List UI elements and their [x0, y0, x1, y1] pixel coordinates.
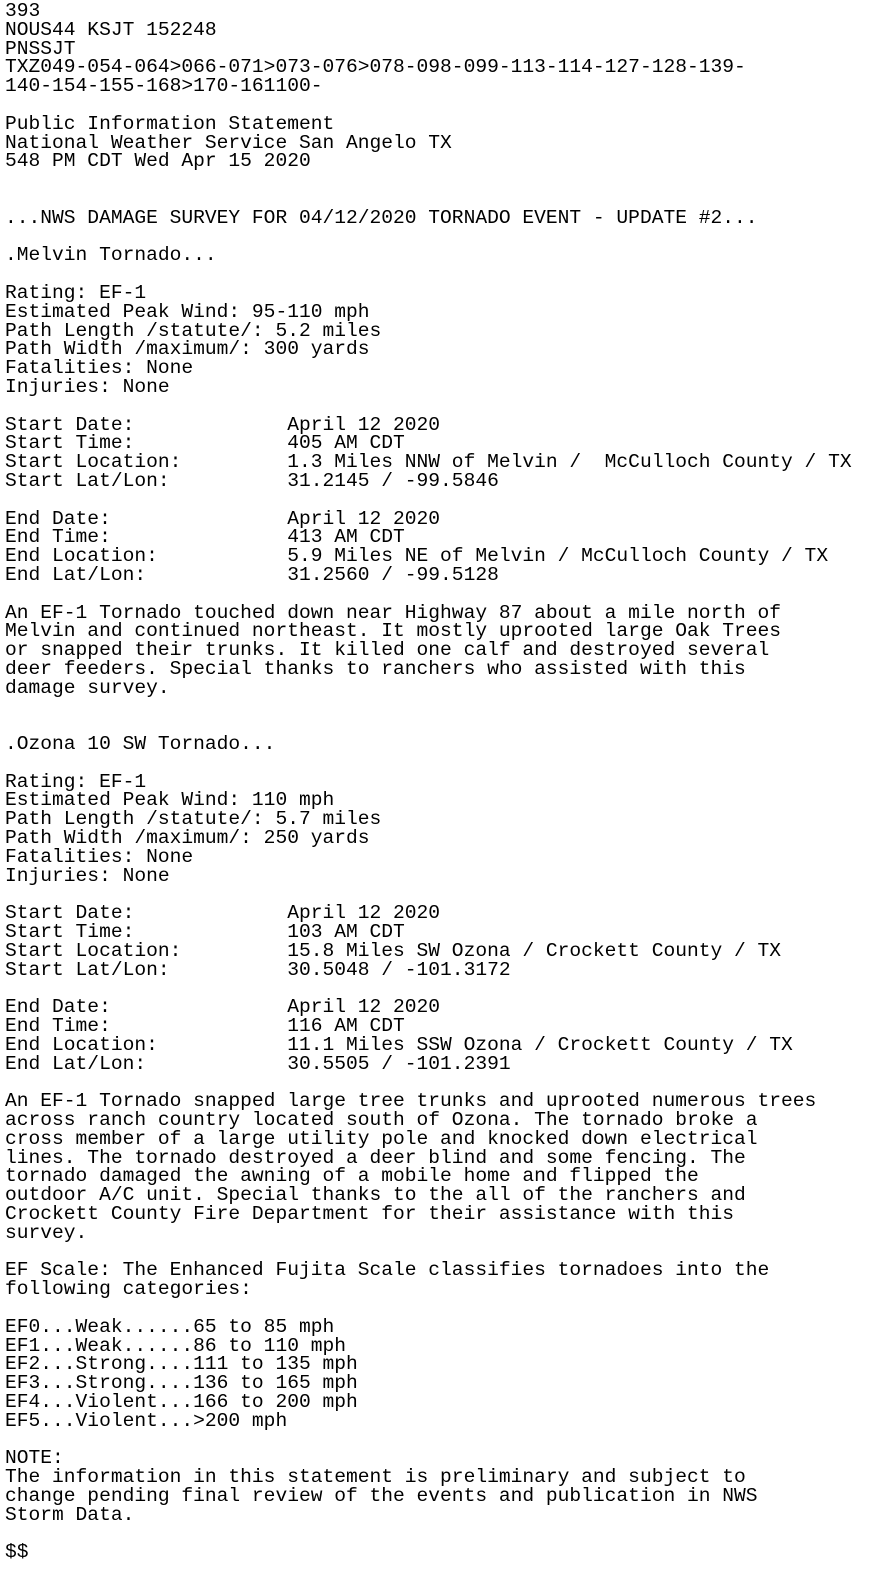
statement-line: Rating: EF-1	[5, 770, 147, 793]
blank-line	[5, 96, 874, 115]
statement-line: or snapped their trunks. It killed one calf and destroyed several	[5, 639, 770, 662]
statement-line: Rating: EF-1	[5, 281, 147, 304]
statement-line: Start Time: 405 AM CDT	[5, 432, 405, 455]
statement-line: National Weather Service San Angelo TX	[5, 131, 452, 154]
statement-line: End Location: 5.9 Miles NE of Melvin / McCulloch County / TX	[5, 545, 829, 568]
statement-line: Melvin and continued northeast. It mostly uprooted large Oak Trees	[5, 620, 782, 643]
statement-line: lines. The tornado destroyed a deer blind and some fencing. The	[5, 1146, 746, 1169]
statement-line: NOUS44 KSJT 152248	[5, 18, 217, 41]
statement-line: End Time: 116 AM CDT	[5, 1015, 405, 1038]
statement-line: tornado damaged the awning of a mobile home and flipped the	[5, 1165, 699, 1188]
statement-line: Injuries: None	[5, 375, 170, 398]
statement-line: EF2...Strong....111 to 135 mph	[5, 1353, 358, 1376]
statement-line: damage survey.	[5, 676, 170, 699]
statement-line: EF Scale: The Enhanced Fujita Scale classifies tornadoes into the	[5, 1259, 770, 1282]
statement-line: EF3...Strong....136 to 165 mph	[5, 1372, 358, 1395]
statement-line: Fatalities: None	[5, 357, 194, 380]
blank-line	[5, 1299, 874, 1318]
statement-line: .Melvin Tornado...	[5, 244, 217, 267]
statement-line: Start Date: April 12 2020	[5, 902, 441, 925]
statement-line: End Time: 413 AM CDT	[5, 526, 405, 549]
statement-line: EF4...Violent...166 to 200 mph	[5, 1390, 358, 1413]
statement-line: TXZ049-054-064>066-071>073-076>078-098-099-113-114-127-128-139-	[5, 56, 746, 79]
statement-line: End Date: April 12 2020	[5, 996, 441, 1019]
statement-line: Storm Data.	[5, 1503, 135, 1526]
statement-line: 393	[5, 0, 41, 22]
statement-line: cross member of a large utility pole and knocked down electrical	[5, 1127, 758, 1150]
statement-line: The information in this statement is preliminary and subject to	[5, 1466, 746, 1489]
statement-line: Path Length /statute/: 5.7 miles	[5, 808, 382, 831]
blank-line	[5, 397, 874, 416]
statement-line: EF5...Violent...>200 mph	[5, 1409, 288, 1432]
blank-line	[5, 697, 874, 716]
statement-line: Start Date: April 12 2020	[5, 413, 441, 436]
statement-line: Fatalities: None	[5, 845, 194, 868]
blank-line	[5, 190, 874, 209]
blank-line	[5, 491, 874, 510]
statement-line: .Ozona 10 SW Tornado...	[5, 733, 276, 756]
statement-line: following categories:	[5, 1278, 252, 1301]
statement-line: ...NWS DAMAGE SURVEY FOR 04/12/2020 TORNADO EVENT - UPDATE #2...	[5, 206, 758, 229]
statement-line: 548 PM CDT Wed Apr 15 2020	[5, 150, 311, 173]
statement-line: End Location: 11.1 Miles SSW Ozona / Crockett County / TX	[5, 1033, 793, 1056]
blank-line	[5, 171, 874, 190]
statement-line: Path Length /statute/: 5.2 miles	[5, 319, 382, 342]
statement-line: Injuries: None	[5, 864, 170, 887]
statement-line: Crockett County Fire Department for their assistance with this	[5, 1203, 735, 1225]
statement-line: NOTE:	[5, 1447, 64, 1470]
statement-line: Start Lat/Lon: 30.5048 / -101.3172	[5, 958, 511, 981]
statement-line: Estimated Peak Wind: 110 mph	[5, 789, 335, 812]
statement-line: Path Width /maximum/: 300 yards	[5, 338, 370, 361]
statement-line: Public Information Statement	[5, 112, 335, 135]
blank-line	[5, 754, 874, 773]
statement-line: EF0...Weak......65 to 85 mph	[5, 1315, 335, 1338]
statement-line: Estimated Peak Wind: 95-110 mph	[5, 300, 370, 323]
statement-line: EF1...Weak......86 to 110 mph	[5, 1334, 346, 1357]
statement-line: An EF-1 Tornado snapped large tree trunks and uprooted numerous trees	[5, 1090, 817, 1113]
statement-line: $$	[5, 1541, 29, 1564]
statement-line: Start Time: 103 AM CDT	[5, 921, 405, 944]
blank-line	[5, 1431, 874, 1450]
statement-line: Start Location: 1.3 Miles NNW of Melvin / McCulloch County / TX	[5, 451, 852, 474]
statement-line: PNSSJT	[5, 37, 76, 60]
statement-line: survey.	[5, 1221, 88, 1244]
statement-line: Path Width /maximum/: 250 yards	[5, 827, 370, 850]
statement-line: End Lat/Lon: 31.2560 / -99.5128	[5, 563, 499, 586]
statement-line: across ranch country located south of Ozona. The tornado broke a	[5, 1109, 758, 1132]
blank-line	[5, 1525, 874, 1544]
statement-line: End Lat/Lon: 30.5505 / -101.2391	[5, 1052, 511, 1075]
statement-line: change pending final review of the events and publication in NWS	[5, 1484, 758, 1507]
statement-line: outdoor A/C unit. Special thanks to the all of the ranchers and	[5, 1184, 746, 1207]
statement-line: deer feeders. Special thanks to ranchers who assisted with this	[5, 657, 746, 680]
statement-line: 140-154-155-168>170-161100-	[5, 75, 323, 98]
statement-line: An EF-1 Tornado touched down near Highway 87 about a mile north of	[5, 601, 782, 624]
statement-line: End Date: April 12 2020	[5, 507, 441, 530]
blank-line	[5, 585, 874, 604]
statement-line: Start Lat/Lon: 31.2145 / -99.5846	[5, 469, 499, 492]
statement-line: Start Location: 15.8 Miles SW Ozona / Crockett County / TX	[5, 939, 782, 962]
